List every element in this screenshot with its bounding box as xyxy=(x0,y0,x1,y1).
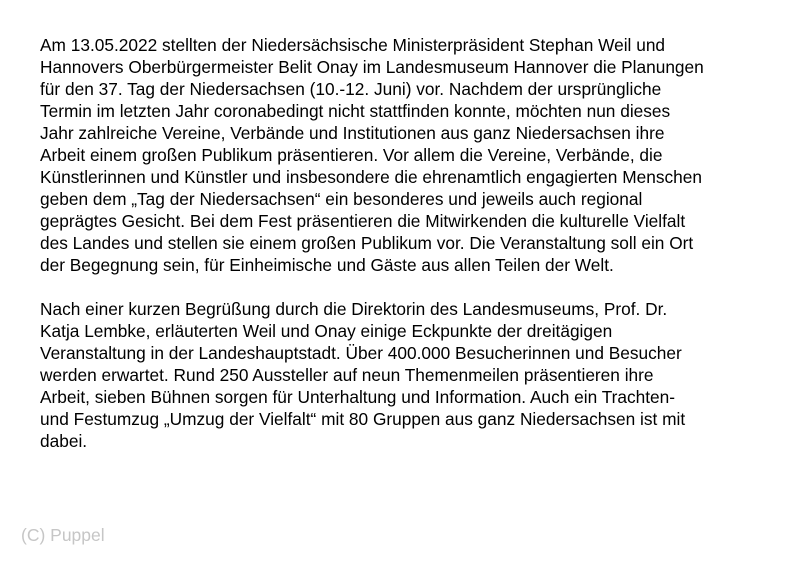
text-line: des Landes und stellen sie einem großen Publikum vor. Die Veranstaltung soll ein Ort xyxy=(40,233,694,253)
text-line: geben dem „Tag der Niedersachsen“ ein besonderes und jeweils auch regional xyxy=(40,189,643,209)
text-line: der Begegnung sein, für Einheimische und Gäste aus allen Teilen der Welt. xyxy=(40,255,614,275)
paragraph-1 xyxy=(40,34,770,276)
text-line: Termin im letzten Jahr coronabedingt nicht stattfinden konnte, möchten nun dieses xyxy=(40,101,671,121)
text-line: Am 13.05.2022 stellten der Niedersächsische Ministerpräsident Stephan Weil und xyxy=(40,35,666,55)
text-line: Jahr zahlreiche Vereine, Verbände und Institutionen aus ganz Niedersachsen ihre xyxy=(40,123,665,143)
text-line: Nach einer kurzen Begrüßung durch die Direktorin des Landesmuseums, Prof. Dr. xyxy=(40,299,668,319)
copyright-watermark: (C) Puppel xyxy=(21,525,105,545)
text-line: geprägtes Gesicht. Bei dem Fest präsentieren die Mitwirkenden die kulturelle Vielfalt xyxy=(40,211,686,231)
text-line: Arbeit, sieben Bühnen sorgen für Unterhaltung und Information. Auch ein Trachten- xyxy=(40,387,676,407)
text-line: Künstlerinnen und Künstler und insbesondere die ehrenamtlich engagierten Menschen xyxy=(40,167,702,187)
paragraph-2 xyxy=(40,298,770,452)
text-line: Katja Lembke, erläuterten Weil und Onay einige Eckpunkte der dreitägigen xyxy=(40,321,613,341)
text-line: werden erwartet. Rund 250 Aussteller auf neun Themenmeilen präsentieren ihre xyxy=(40,365,654,385)
text-line: Veranstaltung in der Landeshauptstadt. Über 400.000 Besucherinnen und Besucher xyxy=(40,343,682,363)
text-line: Arbeit einem großen Publikum präsentieren. Vor allem die Vereine, Verbände, die xyxy=(40,145,663,165)
text-line: Hannovers Oberbürgermeister Belit Onay im Landesmuseum Hannover die Planungen xyxy=(40,57,704,77)
text-line: für den 37. Tag der Niedersachsen (10.-12. Juni) vor. Nachdem der ursprüngliche xyxy=(40,79,662,99)
article-text xyxy=(40,34,770,452)
text-line: dabei. xyxy=(40,431,88,451)
text-line: und Festumzug „Umzug der Vielfalt“ mit 80 Gruppen aus ganz Niedersachsen ist mit xyxy=(40,409,686,429)
